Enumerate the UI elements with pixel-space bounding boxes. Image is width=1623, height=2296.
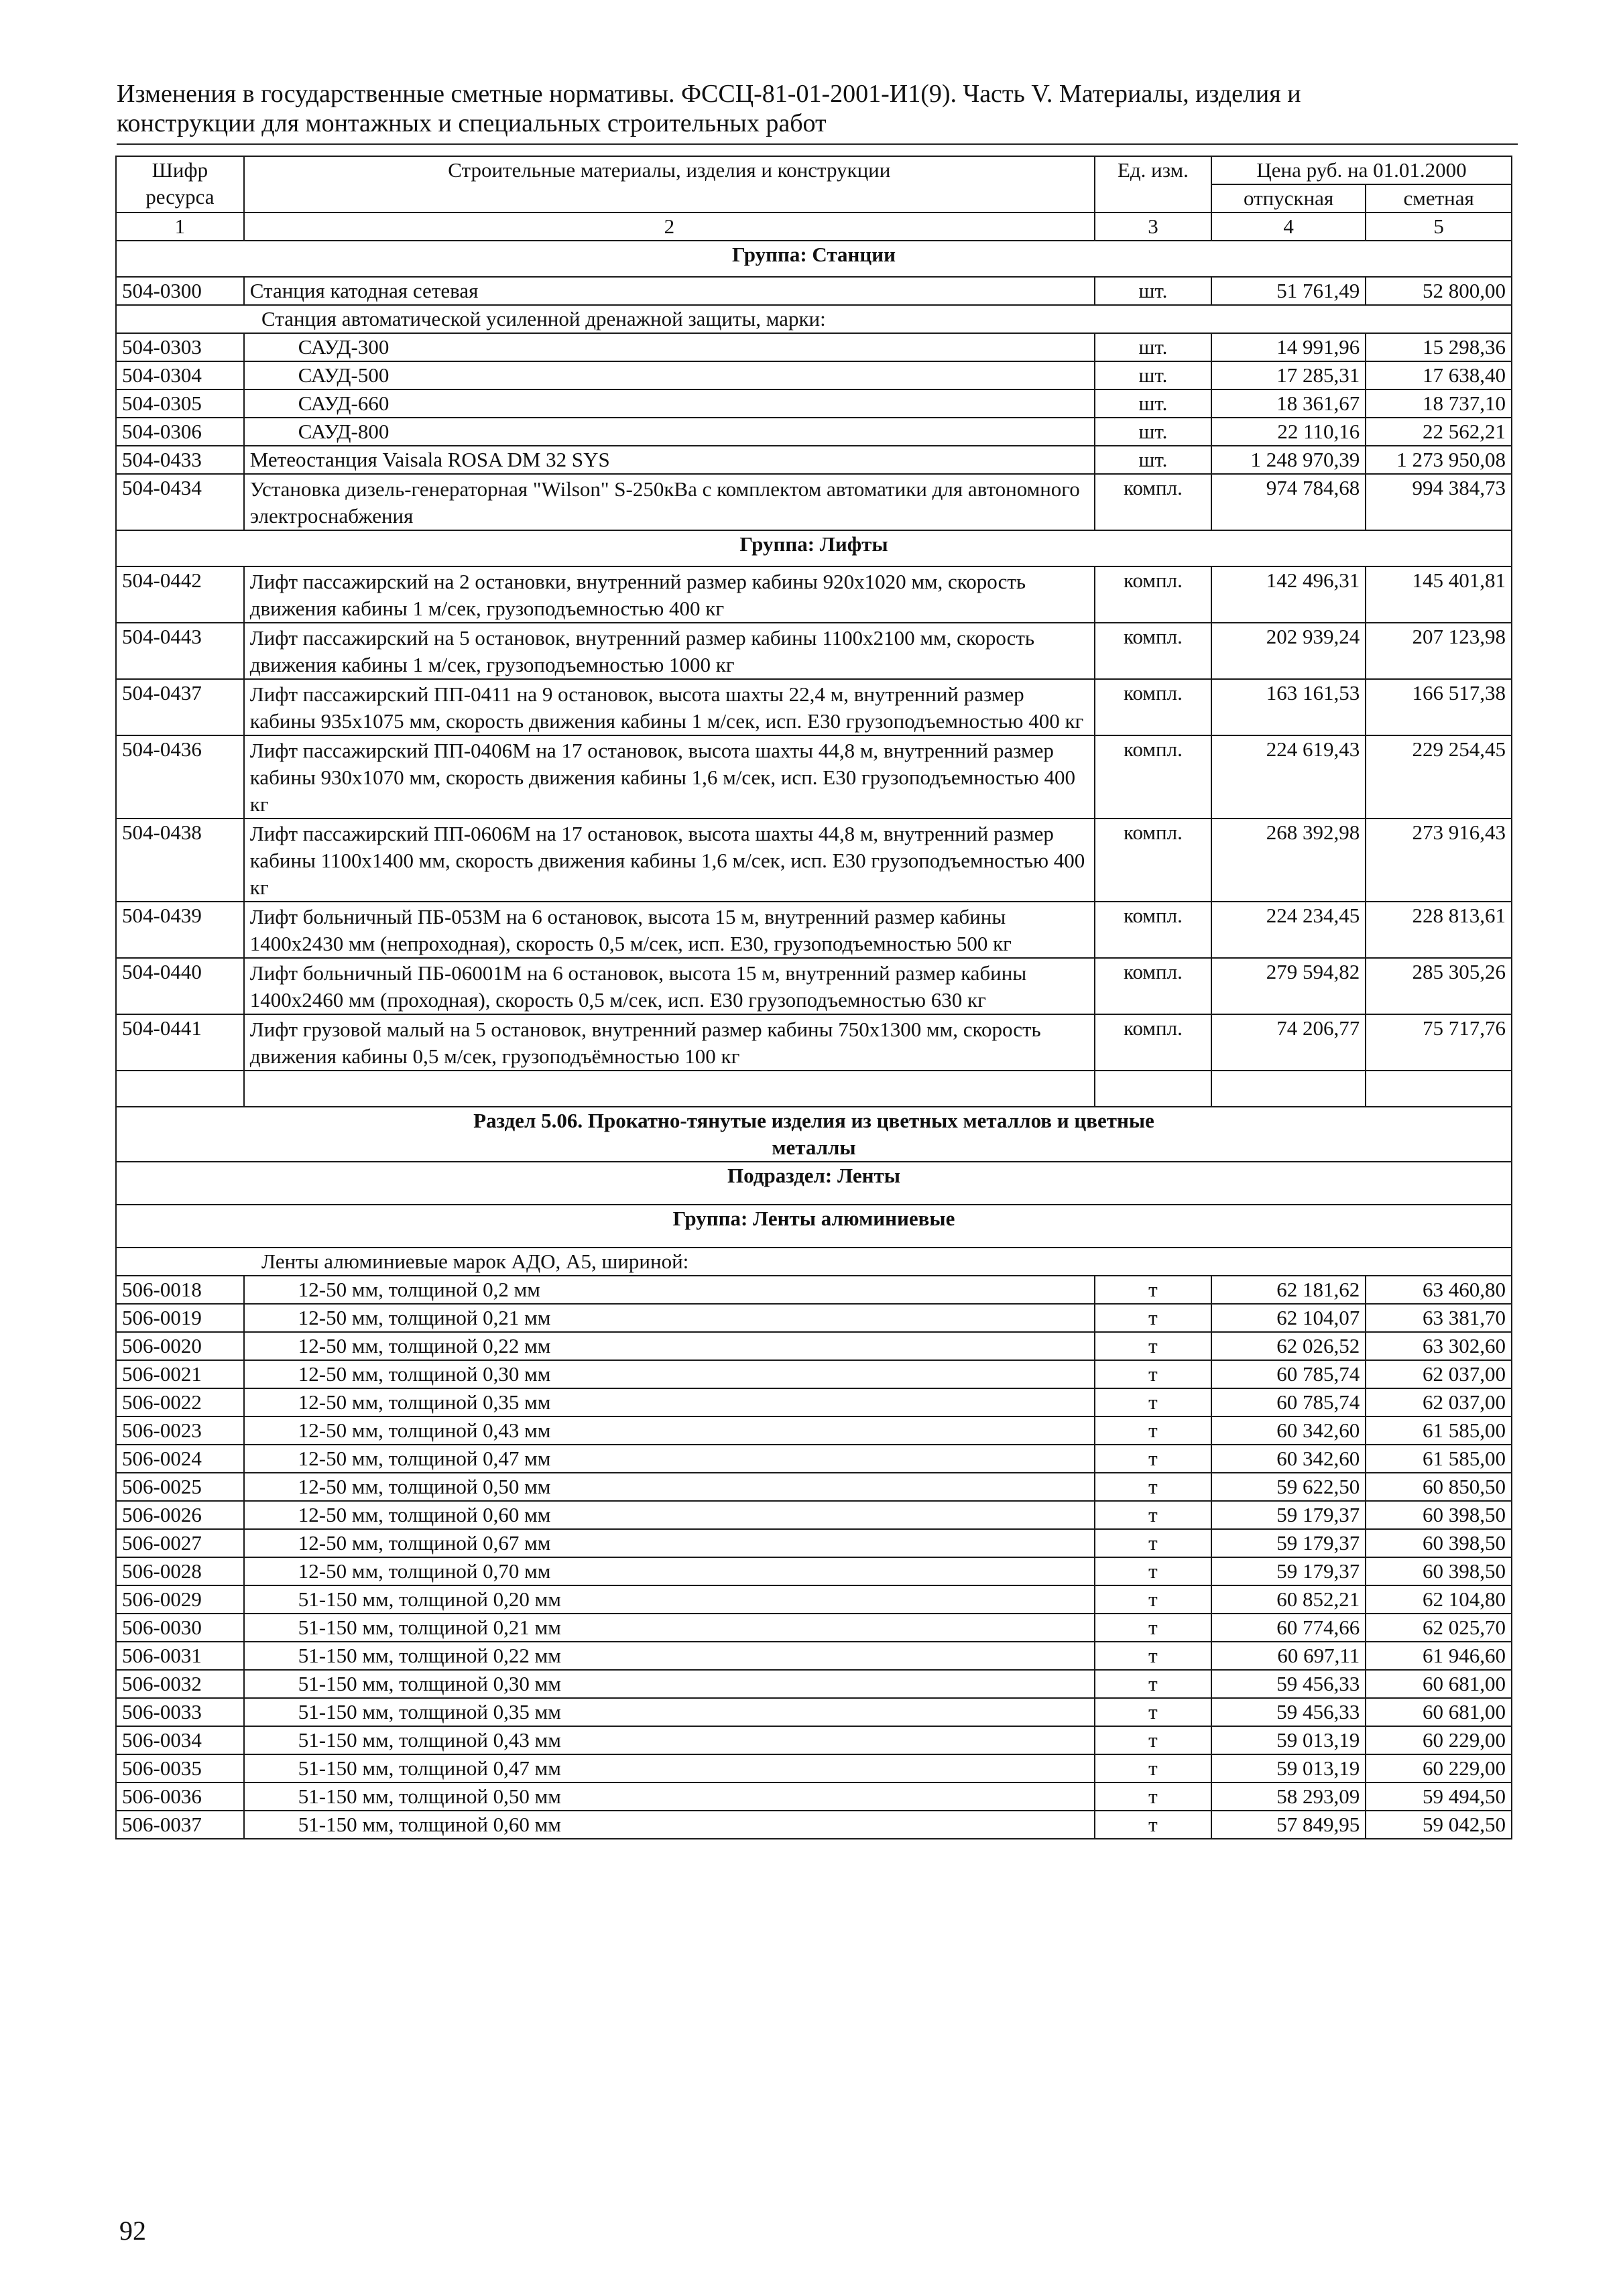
table-row — [116, 277, 1512, 305]
col-number: 4 — [1211, 213, 1366, 241]
price-release: 59 179,37 — [1211, 1529, 1366, 1557]
price-release: 51 761,49 — [1211, 277, 1366, 305]
resource-name: Лифт пассажирский ПП-0411 на 9 остановок, высота шахты 22,4 м, внутренний размер кабины 935x1075 мм, скорость движения кабины 1 м/сек, исп. Е30 грузоподъемностью 400 кг — [244, 679, 1095, 735]
resource-name: САУД-300 — [244, 333, 1095, 361]
price-release: 59 179,37 — [1211, 1557, 1366, 1585]
price-estimate: 145 401,81 — [1366, 566, 1512, 623]
resource-unit: т — [1095, 1304, 1211, 1332]
price-estimate: 22 562,21 — [1366, 418, 1512, 446]
table-row — [116, 1811, 1512, 1839]
resource-name: 51-150 мм, толщиной 0,43 мм — [244, 1726, 1095, 1754]
resource-code: 504-0441 — [116, 1014, 244, 1071]
table-row — [116, 1276, 1512, 1304]
header-line-2: конструкции для монтажных и специальных строительных работ — [117, 109, 827, 137]
price-estimate: 166 517,38 — [1366, 679, 1512, 735]
price-release: 163 161,53 — [1211, 679, 1366, 735]
price-table — [115, 156, 1512, 1839]
resource-code: 506-0035 — [116, 1754, 244, 1783]
price-release: 60 697,11 — [1211, 1642, 1366, 1670]
table-row — [116, 1416, 1512, 1445]
price-release: 60 342,60 — [1211, 1416, 1366, 1445]
resource-unit: т — [1095, 1416, 1211, 1445]
table-row — [116, 679, 1512, 735]
resource-code: 504-0438 — [116, 819, 244, 902]
price-estimate: 229 254,45 — [1366, 735, 1512, 819]
header-price-estimate: сметная — [1366, 184, 1512, 213]
resource-code: 506-0036 — [116, 1783, 244, 1811]
resource-code: 506-0029 — [116, 1585, 244, 1614]
resource-name: Лифт больничный ПБ-053М на 6 остановок, высота 15 м, внутренний размер кабины 1400x2430 мм (непроходная), скорость 0,5 м/сек, исп. Е30, грузоподъемностью 500 кг — [244, 902, 1095, 958]
resource-code: 504-0443 — [116, 623, 244, 679]
resource-unit: т — [1095, 1614, 1211, 1642]
resource-unit: т — [1095, 1557, 1211, 1585]
resource-code: 506-0018 — [116, 1276, 244, 1304]
price-release: 60 342,60 — [1211, 1445, 1366, 1473]
resource-code: 504-0304 — [116, 361, 244, 389]
resource-code: 504-0305 — [116, 389, 244, 418]
price-release: 59 013,19 — [1211, 1754, 1366, 1783]
price-estimate: 59 042,50 — [1366, 1811, 1512, 1839]
resource-name: Установка дизель-генераторная "Wilson" S-250кВа с комплектом автоматики для автономного электроснабжения — [244, 474, 1095, 530]
group-title-row — [116, 1205, 1512, 1248]
resource-unit: т — [1095, 1388, 1211, 1416]
price-release: 59 622,50 — [1211, 1473, 1366, 1501]
table-row — [116, 1726, 1512, 1754]
column-number-row — [116, 213, 1512, 241]
resource-unit: т — [1095, 1529, 1211, 1557]
table-row — [116, 1754, 1512, 1783]
col-number: 2 — [244, 213, 1095, 241]
resource-unit: т — [1095, 1360, 1211, 1388]
price-release: 74 206,77 — [1211, 1014, 1366, 1071]
resource-unit: шт. — [1095, 389, 1211, 418]
table-row — [116, 1670, 1512, 1698]
group-title-row — [116, 241, 1512, 277]
resource-code: 506-0024 — [116, 1445, 244, 1473]
resource-name: 51-150 мм, толщиной 0,47 мм — [244, 1754, 1095, 1783]
price-estimate: 17 638,40 — [1366, 361, 1512, 389]
price-release: 60 774,66 — [1211, 1614, 1366, 1642]
section-title-line-1: Раздел 5.06. Прокатно-тянутые изделия из цветных металлов и цветные — [473, 1109, 1154, 1132]
header-price: Цена руб. на 01.01.2000 — [1211, 156, 1512, 184]
price-release: 1 248 970,39 — [1211, 446, 1366, 474]
resource-code: 506-0020 — [116, 1332, 244, 1360]
resource-code: 506-0030 — [116, 1614, 244, 1642]
price-estimate: 63 460,80 — [1366, 1276, 1512, 1304]
table-row — [116, 1642, 1512, 1670]
resource-unit: шт. — [1095, 418, 1211, 446]
resource-code: 504-0433 — [116, 446, 244, 474]
price-release: 60 785,74 — [1211, 1360, 1366, 1388]
price-estimate: 18 737,10 — [1366, 389, 1512, 418]
table-row — [116, 1501, 1512, 1529]
resource-unit: шт. — [1095, 361, 1211, 389]
price-estimate: 994 384,73 — [1366, 474, 1512, 530]
table-row — [116, 1388, 1512, 1416]
header-line-1: Изменения в государственные сметные нормативы. ФССЦ-81-01-2001-И1(9). Часть V. Материалы, изделия и — [117, 80, 1301, 108]
resource-unit: компл. — [1095, 679, 1211, 735]
header-code: Шифр ресурса — [116, 156, 244, 213]
resource-unit: т — [1095, 1783, 1211, 1811]
price-estimate: 60 681,00 — [1366, 1670, 1512, 1698]
price-release: 59 456,33 — [1211, 1698, 1366, 1726]
table-row — [116, 1698, 1512, 1726]
price-estimate: 15 298,36 — [1366, 333, 1512, 361]
resource-name: САУД-500 — [244, 361, 1095, 389]
table-row — [116, 1360, 1512, 1388]
table-row — [116, 958, 1512, 1014]
table-row — [116, 1473, 1512, 1501]
header-price-release: отпускная — [1211, 184, 1366, 213]
resource-name: 51-150 мм, толщиной 0,20 мм — [244, 1585, 1095, 1614]
subheader-row — [116, 305, 1512, 333]
resource-name: Метеостанция Vaisala ROSA DM 32 SYS — [244, 446, 1095, 474]
price-estimate: 61 585,00 — [1366, 1416, 1512, 1445]
table-row — [116, 1529, 1512, 1557]
resource-code: 504-0442 — [116, 566, 244, 623]
table-row — [116, 1783, 1512, 1811]
resource-code: 506-0021 — [116, 1360, 244, 1388]
price-estimate: 273 916,43 — [1366, 819, 1512, 902]
col-number: 5 — [1366, 213, 1512, 241]
price-estimate: 59 494,50 — [1366, 1783, 1512, 1811]
price-estimate: 60 398,50 — [1366, 1529, 1512, 1557]
price-estimate: 61 946,60 — [1366, 1642, 1512, 1670]
resource-name: 12-50 мм, толщиной 0,70 мм — [244, 1557, 1095, 1585]
price-estimate: 228 813,61 — [1366, 902, 1512, 958]
resource-unit: шт. — [1095, 277, 1211, 305]
resource-name: 12-50 мм, толщиной 0,22 мм — [244, 1332, 1095, 1360]
resource-unit: компл. — [1095, 819, 1211, 902]
table-header-row — [116, 156, 1512, 184]
resource-name: 51-150 мм, толщиной 0,22 мм — [244, 1642, 1095, 1670]
resource-name: 12-50 мм, толщиной 0,50 мм — [244, 1473, 1095, 1501]
table-row — [116, 1585, 1512, 1614]
resource-unit: компл. — [1095, 566, 1211, 623]
price-estimate: 63 302,60 — [1366, 1332, 1512, 1360]
price-release: 224 234,45 — [1211, 902, 1366, 958]
table-row — [116, 566, 1512, 623]
resource-unit: т — [1095, 1670, 1211, 1698]
price-release: 59 456,33 — [1211, 1670, 1366, 1698]
resource-unit: т — [1095, 1811, 1211, 1839]
table-row — [116, 1014, 1512, 1071]
subheader-row — [116, 1248, 1512, 1276]
resource-name: 12-50 мм, толщиной 0,2 мм — [244, 1276, 1095, 1304]
price-release: 59 013,19 — [1211, 1726, 1366, 1754]
resource-code: 504-0439 — [116, 902, 244, 958]
price-release: 59 179,37 — [1211, 1501, 1366, 1529]
subsection-title: Подраздел: Ленты — [116, 1162, 1512, 1205]
price-release: 974 784,68 — [1211, 474, 1366, 530]
table-row — [116, 623, 1512, 679]
resource-name: 12-50 мм, толщиной 0,67 мм — [244, 1529, 1095, 1557]
header-rule — [117, 143, 1518, 145]
resource-code: 504-0434 — [116, 474, 244, 530]
resource-name: 12-50 мм, толщиной 0,21 мм — [244, 1304, 1095, 1332]
table-row — [116, 902, 1512, 958]
resource-unit: компл. — [1095, 902, 1211, 958]
resource-code: 504-0440 — [116, 958, 244, 1014]
resource-code: 506-0023 — [116, 1416, 244, 1445]
stations-rows — [116, 333, 1512, 446]
resource-unit: т — [1095, 1332, 1211, 1360]
resource-name: Лифт пассажирский ПП-0406М на 17 остановок, высота шахты 44,8 м, внутренний размер кабины 930x1070 мм, скорость движения кабины 1,6 м/сек, исп. Е30 грузоподъемностью 400 кг — [244, 735, 1095, 819]
resource-code: 506-0019 — [116, 1304, 244, 1332]
table-row — [116, 389, 1512, 418]
price-estimate: 62 025,70 — [1366, 1614, 1512, 1642]
resource-unit: т — [1095, 1445, 1211, 1473]
resource-code: 504-0300 — [116, 277, 244, 305]
section-title-row — [116, 1107, 1512, 1162]
section-title-line-2: металлы — [772, 1136, 856, 1159]
table-row — [116, 1304, 1512, 1332]
resource-code: 506-0026 — [116, 1501, 244, 1529]
resource-unit: т — [1095, 1473, 1211, 1501]
resource-name: 51-150 мм, толщиной 0,21 мм — [244, 1614, 1095, 1642]
table-row — [116, 418, 1512, 446]
resource-name: Лифт пассажирский ПП-0606М на 17 остановок, высота шахты 44,8 м, внутренний размер кабины 1100x1400 мм, скорость движения кабины 1,6 м/сек, исп. Е30 грузоподъемностью 400 кг — [244, 819, 1095, 902]
resource-code: 506-0034 — [116, 1726, 244, 1754]
price-estimate: 60 850,50 — [1366, 1473, 1512, 1501]
price-estimate: 63 381,70 — [1366, 1304, 1512, 1332]
price-estimate: 61 585,00 — [1366, 1445, 1512, 1473]
table-row — [116, 446, 1512, 474]
price-estimate: 60 398,50 — [1366, 1557, 1512, 1585]
price-release: 60 852,21 — [1211, 1585, 1366, 1614]
resource-code: 506-0022 — [116, 1388, 244, 1416]
table-row — [116, 735, 1512, 819]
price-release: 22 110,16 — [1211, 418, 1366, 446]
resource-unit: компл. — [1095, 1014, 1211, 1071]
col-number: 3 — [1095, 213, 1211, 241]
resource-code: 506-0028 — [116, 1557, 244, 1585]
resource-name: 51-150 мм, толщиной 0,50 мм — [244, 1783, 1095, 1811]
price-release: 57 849,95 — [1211, 1811, 1366, 1839]
table-row — [116, 1332, 1512, 1360]
table-row — [116, 474, 1512, 530]
spacer-cell — [1211, 1071, 1366, 1107]
resource-name: Лифт пассажирский на 2 остановки, внутренний размер кабины 920x1020 мм, скорость движения кабины 1 м/сек, грузоподъемностью 400 кг — [244, 566, 1095, 623]
resource-unit: компл. — [1095, 735, 1211, 819]
spacer-cell — [116, 1071, 244, 1107]
group-title-tapes: Группа: Ленты алюминиевые — [116, 1205, 1512, 1248]
resource-unit: т — [1095, 1501, 1211, 1529]
price-estimate: 60 229,00 — [1366, 1754, 1512, 1783]
price-release: 14 991,96 — [1211, 333, 1366, 361]
price-release: 268 392,98 — [1211, 819, 1366, 902]
group-title-lifts: Группа: Лифты — [116, 530, 1512, 566]
group-title-row — [116, 530, 1512, 566]
resource-name: 51-150 мм, толщиной 0,35 мм — [244, 1698, 1095, 1726]
section-title — [116, 1107, 1512, 1162]
price-release: 62 181,62 — [1211, 1276, 1366, 1304]
resource-name: Лифт пассажирский на 5 остановок, внутренний размер кабины 1100x2100 мм, скорость движения кабины 1 м/сек, грузоподъемностью 1000 кг — [244, 623, 1095, 679]
tapes-rows — [116, 1276, 1512, 1839]
resource-name: Лифт больничный ПБ-06001М на 6 остановок, высота 15 м, внутренний размер кабины 1400x2460 мм (проходная), скорость 0,5 м/сек, исп. Е30 грузоподъемностью 630 кг — [244, 958, 1095, 1014]
page-header — [117, 79, 1511, 138]
resource-name: 12-50 мм, толщиной 0,43 мм — [244, 1416, 1095, 1445]
resource-name: 51-150 мм, толщиной 0,60 мм — [244, 1811, 1095, 1839]
price-release: 18 361,67 — [1211, 389, 1366, 418]
price-estimate: 60 229,00 — [1366, 1726, 1512, 1754]
subheader-stations: Станция автоматической усиленной дренажной защиты, марки: — [116, 305, 1512, 333]
spacer-row — [116, 1071, 1512, 1107]
price-release: 142 496,31 — [1211, 566, 1366, 623]
resource-code: 504-0436 — [116, 735, 244, 819]
resource-name: 12-50 мм, толщиной 0,30 мм — [244, 1360, 1095, 1388]
resource-unit: шт. — [1095, 333, 1211, 361]
price-estimate: 60 398,50 — [1366, 1501, 1512, 1529]
resource-unit: т — [1095, 1754, 1211, 1783]
lifts-rows — [116, 566, 1512, 1071]
spacer-cell — [1366, 1071, 1512, 1107]
table-row — [116, 819, 1512, 902]
resource-name: Лифт грузовой малый на 5 остановок, внутренний размер кабины 750x1300 мм, скорость движения кабины 0,5 м/сек, грузоподъёмностью 100 кг — [244, 1014, 1095, 1071]
resource-code: 506-0027 — [116, 1529, 244, 1557]
resource-code: 506-0025 — [116, 1473, 244, 1501]
group-title-stations: Группа: Станции — [116, 241, 1512, 277]
table-row — [116, 1557, 1512, 1585]
price-release: 224 619,43 — [1211, 735, 1366, 819]
resource-name: САУД-800 — [244, 418, 1095, 446]
resource-name: 51-150 мм, толщиной 0,30 мм — [244, 1670, 1095, 1698]
price-estimate: 285 305,26 — [1366, 958, 1512, 1014]
resource-unit: т — [1095, 1698, 1211, 1726]
resource-code: 506-0032 — [116, 1670, 244, 1698]
resource-unit: шт. — [1095, 446, 1211, 474]
resource-unit: компл. — [1095, 474, 1211, 530]
price-estimate: 62 037,00 — [1366, 1388, 1512, 1416]
resource-unit: т — [1095, 1642, 1211, 1670]
price-estimate: 62 104,80 — [1366, 1585, 1512, 1614]
resource-code: 504-0437 — [116, 679, 244, 735]
price-release: 17 285,31 — [1211, 361, 1366, 389]
resource-code: 506-0037 — [116, 1811, 244, 1839]
page-number: 92 — [119, 2216, 146, 2246]
table-row — [116, 333, 1512, 361]
resource-code: 506-0031 — [116, 1642, 244, 1670]
table-row — [116, 1614, 1512, 1642]
resource-name: 12-50 мм, толщиной 0,35 мм — [244, 1388, 1095, 1416]
resource-unit: т — [1095, 1585, 1211, 1614]
price-estimate: 75 717,76 — [1366, 1014, 1512, 1071]
resource-name: Станция катодная сетевая — [244, 277, 1095, 305]
spacer-cell — [244, 1071, 1095, 1107]
subheader-tapes: Ленты алюминиевые марок АДО, А5, шириной: — [116, 1248, 1512, 1276]
resource-name: САУД-660 — [244, 389, 1095, 418]
table-row — [116, 1445, 1512, 1473]
price-estimate: 1 273 950,08 — [1366, 446, 1512, 474]
price-release: 62 026,52 — [1211, 1332, 1366, 1360]
resource-unit: т — [1095, 1276, 1211, 1304]
price-estimate: 207 123,98 — [1366, 623, 1512, 679]
price-release: 60 785,74 — [1211, 1388, 1366, 1416]
price-release: 62 104,07 — [1211, 1304, 1366, 1332]
header-name: Строительные материалы, изделия и конструкции — [244, 156, 1095, 213]
price-estimate: 62 037,00 — [1366, 1360, 1512, 1388]
price-estimate: 60 681,00 — [1366, 1698, 1512, 1726]
price-release: 58 293,09 — [1211, 1783, 1366, 1811]
resource-code: 504-0303 — [116, 333, 244, 361]
resource-unit: компл. — [1095, 623, 1211, 679]
resource-unit: компл. — [1095, 958, 1211, 1014]
resource-unit: т — [1095, 1726, 1211, 1754]
resource-name: 12-50 мм, толщиной 0,60 мм — [244, 1501, 1095, 1529]
price-release: 202 939,24 — [1211, 623, 1366, 679]
resource-code: 504-0306 — [116, 418, 244, 446]
resource-name: 12-50 мм, толщиной 0,47 мм — [244, 1445, 1095, 1473]
subsection-title-row — [116, 1162, 1512, 1205]
resource-code: 506-0033 — [116, 1698, 244, 1726]
header-unit: Ед. изм. — [1095, 156, 1211, 213]
table-row — [116, 361, 1512, 389]
price-estimate: 52 800,00 — [1366, 277, 1512, 305]
col-number: 1 — [116, 213, 244, 241]
spacer-cell — [1095, 1071, 1211, 1107]
price-release: 279 594,82 — [1211, 958, 1366, 1014]
